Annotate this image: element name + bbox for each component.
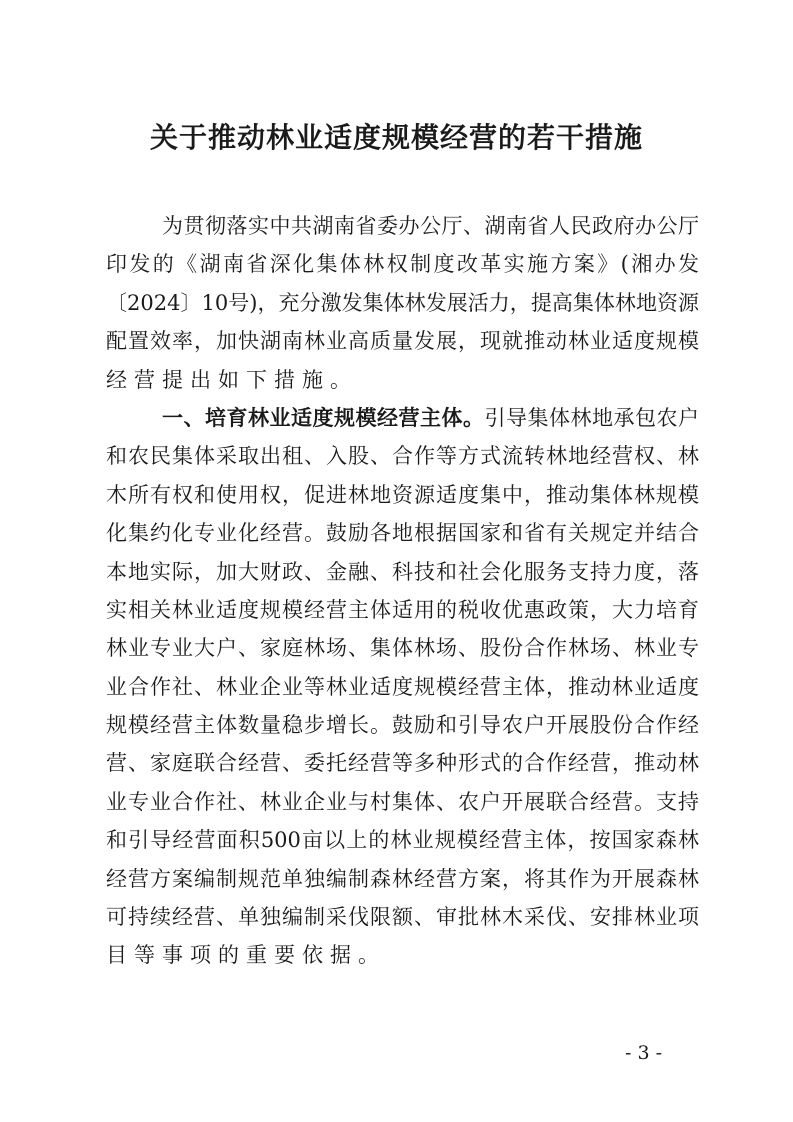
text-line: 经营提出如下措施。 <box>106 367 358 392</box>
text-line: 化集约化专业化经营。鼓励各地根据国家和省有关规定并结合 <box>106 521 699 546</box>
text-line: 实相关林业适度规模经营主体适用的税收优惠政策，大力培育 <box>106 597 699 622</box>
text-line: 林业专业大户、家庭林场、集体林场、股份合作林场、林业专 <box>106 636 699 661</box>
paragraph-section-1 <box>106 399 699 975</box>
text-span: 引导集体林地承包农户 <box>484 405 699 430</box>
document-title: 关于推动林业适度规模经营的若干措施 <box>149 121 643 154</box>
text-line: 配置效率，加快湖南林业高质量发展，现就推动林业适度规模 <box>106 329 699 354</box>
text-line: 业合作社、林业企业等林业适度规模经营主体，推动林业适度 <box>106 674 699 699</box>
text-line: 可持续经营、单独编制采伐限额、审批林木采伐、安排林业项 <box>106 905 699 930</box>
text-line: 规模经营主体数量稳步增长。鼓励和引导农户开展股份合作经 <box>106 713 699 738</box>
section-heading: 一、培育林业适度规模经营主体。 <box>162 405 485 430</box>
text-line: 营、家庭联合经营、委托经营等多种形式的合作经营，推动林 <box>106 751 699 776</box>
text-line: 〔2024〕10号)，充分激发集体林发展活力，提高集体林地资源 <box>106 290 699 315</box>
text-line: 和农民集体采取出租、入股、合作等方式流转林地经营权、林 <box>106 444 699 469</box>
text-line: 木所有权和使用权，促进林地资源适度集中，推动集体林规模 <box>106 482 699 507</box>
document-body <box>106 207 699 975</box>
text-line: 经营方案编制规范单独编制森林经营方案，将其作为开展森林 <box>106 866 699 891</box>
page-number: - 3 - <box>625 1042 663 1064</box>
text-line: 业专业合作社、林业企业与村集体、农户开展联合经营。支持 <box>106 789 699 814</box>
text-line: 目等事项的重要依据。 <box>106 943 386 968</box>
text-line: 为贯彻落实中共湖南省委办公厅、湖南省人民政府办公厅 <box>162 214 699 238</box>
text-line: 印发的《湖南省深化集体林权制度改革实施方案》(湘办发 <box>106 252 699 277</box>
paragraph-intro <box>106 207 699 399</box>
text-line <box>106 399 699 437</box>
text-line: 本地实际，加大财政、金融、科技和社会化服务支持力度，落 <box>106 559 699 584</box>
text-line: 和引导经营面积500亩以上的林业规模经营主体，按国家森林 <box>106 828 699 853</box>
